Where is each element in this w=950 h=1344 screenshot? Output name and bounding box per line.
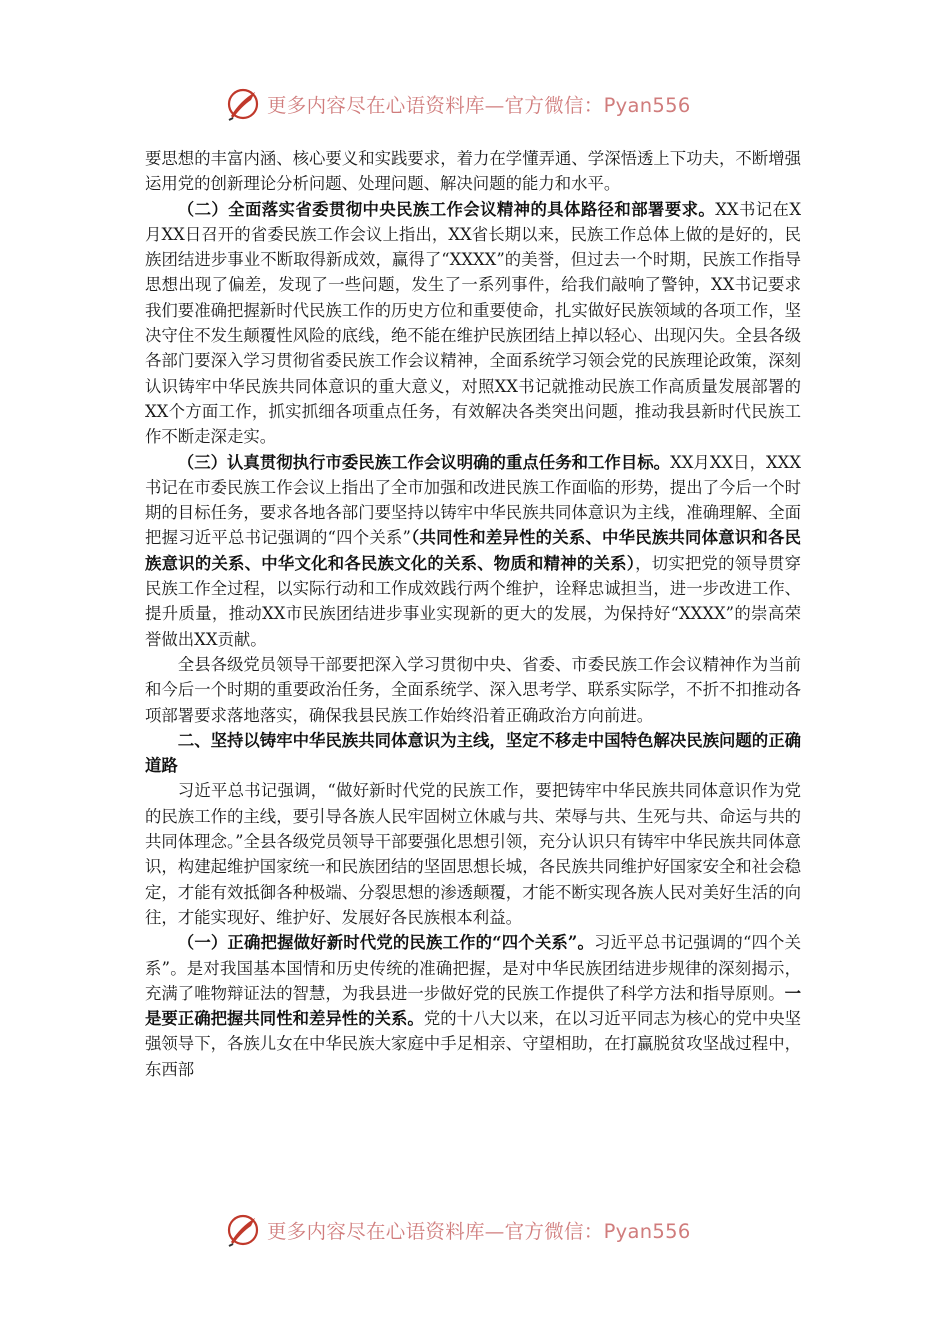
bold-text-run: 一是要正确把握共同性和差异性的关系。: [145, 983, 801, 1029]
bold-text-run: （三）认真贯彻执行市委民族工作会议明确的重点任务和工作目标。: [177, 452, 671, 472]
text-run: 习近平总书记强调，“做好新时代党的民族工作，要把铸牢中华民族共同体意识作为党的民族工作的主线，要引导各族人民牢固树立休戚与共、荣辱与共、生死与共、命运与共的共同体理念。”全县各级党员领导干部要强化思想引领，充分认识只有铸牢中华民族共同体意识，构建起维护国家统一和民族团结的坚固思想长城，各民族共同维护好国家安全和社会稳定，才能有效抵御各种极端、分裂思想的渗透颠覆，才能不断实现各族人民对美好生活的向往，才能实现好、维护好、发展好各民族根本利益。: [145, 781, 801, 927]
text-run: 要思想的丰富内涵、核心要义和实践要求，着力在学懂弄通、学深悟透上下功夫，不断增强运用党的创新理论分析问题、处理问题、解决问题的能力和水平。: [145, 149, 801, 194]
text-run: XX书记在X月XX日召开的省委民族工作会议上指出，XX省长期以来，民族工作总体上做的是好的，民族团结进步事业不断取得新成效，赢得了“XXXX”的美誉，但过去一个时期，民族工作指导思想出现了偏差，发现了一些问题，发生了一系列事件，给我们敲响了警钟，XX书记要求我们要准确把握新时代民族工作的历史方位和重要使命，扎实做好民族领域的各项工作，坚决守住不发生颠覆性风险的底线，绝不能在维护民族团结上掉以轻心、出现闪失。全县各级各部门要深入学习贯彻省委民族工作会议精神，全面系统学习领会党的民族理论政策，深刻认识铸牢中华民族共同体意识的重大意义，对照XX书记就推动民族工作高质量发展部署的XX个方面工作，抓实抓细各项重点任务，有效解决各类突出问题，推动我县新时代民族工作不断走深走实。: [145, 199, 801, 447]
text-run: 习近平总书记强调的“四个关系”。是对我国基本国情和历史传统的准确把握，是对中华民族团结进步规律的深刻揭示，充满了唯物辩证法的智慧，为我县进一步做好党的民族工作提供了科学方法和指导原则。: [145, 933, 801, 1003]
bold-text-run: （一）正确把握做好新时代党的民族工作的“四个关系”。: [177, 933, 595, 953]
paragraph: [145, 652, 801, 728]
bold-text-run: 二、坚持以铸牢中华民族共同体意识为主线，坚定不移走中国特色解决民族问题的正确道路: [145, 730, 801, 776]
text-run: XX月XX日，XXX书记在市委民族工作会议上指出了全市加强和改进民族工作面临的形势，提出了今后一个时期的目标任务，要求各地各部门要坚持以铸牢中华民族共同体意识为主线，准确理解、全面把握习近平总书记强调的“四个关系”: [145, 452, 802, 548]
paragraph: [145, 197, 801, 450]
document-body: [145, 146, 801, 1082]
paragraph: [145, 450, 801, 652]
bold-text-run: （共同性和差异性的关系、中华民族共同体意识和各民族意识的关系、中华文化和各民族文化的关系、物质和精神的关系）: [145, 528, 801, 573]
paragraph: [145, 778, 801, 930]
watermark-text: 更多内容尽在心语资料库—官方微信：Pyan556: [267, 94, 691, 117]
text-run: 党的十八大以来，在以习近平同志为核心的党中央坚强领导下，各族儿女在中华民族大家庭中手足相亲、守望相助，在打赢脱贫攻坚战过程中，东西部: [145, 1009, 802, 1079]
bold-text-run: （二）全面落实省委贯彻中央民族工作会议精神的具体路径和部署要求。: [177, 199, 716, 219]
pen-nib-logo-icon: [225, 1212, 261, 1248]
paragraph: [145, 728, 801, 779]
text-run: ，切实把党的领导贯穿民族工作全过程，以实际行动和工作成效践行两个维护，诠释忠诚担当，进一步改进工作、提升质量，推动XX市民族团结进步事业实现新的更大的发展，为保持好“XXXX”的崇高荣誉做出XX贡献。: [145, 553, 801, 649]
paragraph: [145, 146, 801, 197]
watermark-text: 更多内容尽在心语资料库—官方微信：Pyan556: [267, 1220, 691, 1243]
text-run: 全县各级党员领导干部要把深入学习贯彻中央、省委、市委民族工作会议精神作为当前和今后一个时期的重要政治任务，全面系统学、深入思考学、联系实际学，不折不扣推动各项部署要求落地落实，确保我县民族工作始终沿着正确政治方向前进。: [145, 654, 801, 725]
watermark-banner-top: [225, 84, 725, 124]
paragraph: [145, 930, 801, 1082]
watermark-banner-bottom: [225, 1210, 725, 1250]
pen-nib-logo-icon: [225, 86, 261, 122]
